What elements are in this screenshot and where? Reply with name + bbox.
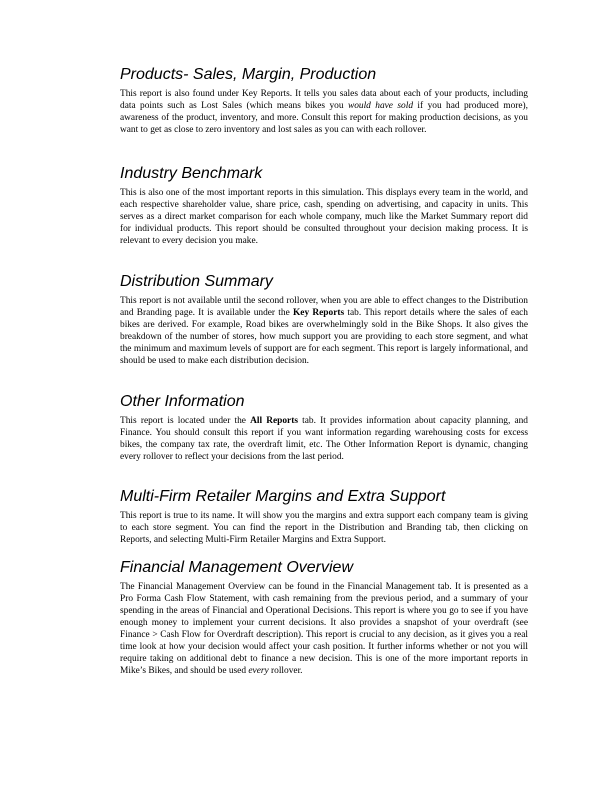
body-text: rollover. xyxy=(268,666,303,676)
section-body xyxy=(120,295,528,367)
section-body xyxy=(120,581,528,677)
body-strong: All Reports xyxy=(250,416,298,426)
body-text: This report is not available until the second rollover, when you are able to effect changes to the Distribution and Branding page. It is available under the xyxy=(120,296,528,318)
body-text: tab. It provides information about capacity planning, and Finance. You should consult this report if you want information regarding warehousing costs for excess bikes, the company tax rate, the overdraft limit, etc. The Other Information Report is dynamic, changing every rollover to reflect your decisions from the last period. xyxy=(120,416,528,462)
section-heading: Financial Management Overview xyxy=(120,559,353,576)
body-text: if you had produced more), awareness of the product, inventory, and more. Consult this report for making production decisions, as you want to get as close to zero inventory and lost sales as you can with each rollover. xyxy=(120,101,529,135)
section-heading: Distribution Summary xyxy=(120,273,273,290)
body-text: This report is located under the xyxy=(120,416,251,426)
section-body: This report is true to its name. It will show you the margins and extra support each company team is giving to each store segment. You can find the report in the Distribution and Branding tab, then clicking on Reports, and selecting Multi-Firm Retailer Margins and Extra Support. xyxy=(120,511,528,545)
section-heading: Other Information xyxy=(120,393,245,410)
section-financial-management xyxy=(120,559,528,677)
body-text: This report is also found under Key Reports. It tells you sales data about each of your products, including data points such as Lost Sales (which means bikes you xyxy=(120,89,528,111)
section-body xyxy=(120,415,528,463)
body-text: The Financial Management Overview can be found in the Financial Management tab. It is presented as a Pro Forma Cash Flow Statement, with cash remaining from the previous period, and a summary of your spending in the areas of Financial and Operational Decisions. This report is where you go to see if you have enough money to implement your current decisions. It also provides a snapshot of your overdraft (see Finance > Cash Flow for Overdraft description). This report is crucial to any decision, as it gives you a real time look at how your decision would affect your cash position. It further informs whether or not you will require taking on additional debt to finance a new decision. This is one of the more important reports in Mike’s Bikes, and should be used xyxy=(120,582,528,676)
body-text: tab. This report details where the sales of each bikes are derived. For example, Road bikes are overwhelmingly sold in the Bike Shops. It also gives the breakdown of the number of stores, how much support you are providing to each store segment, and what the minimum and maximum levels of support are for each segment. This report is largely informational, and should be used to make each distribution decision. xyxy=(120,308,528,366)
section-heading: Multi-Firm Retailer Margins and Extra Support xyxy=(120,488,446,505)
section-products-sales xyxy=(120,66,528,136)
section-heading: Industry Benchmark xyxy=(120,165,263,182)
body-emphasis: every xyxy=(248,666,269,676)
section-industry-benchmark xyxy=(120,165,528,247)
section-body xyxy=(120,88,528,136)
body-strong: Key Reports xyxy=(292,308,345,318)
section-body: This is also one of the most important reports in this simulation. This displays every team in the world, and each respective shareholder value, share price, cash, spending on advertising, and capacity in units. This serves as a direct market comparison for each whole company, much like the Market Summary report did for individual products. This report should be consulted throughout your decision making process. It is relevant to every decision you make. xyxy=(120,188,528,246)
body-emphasis: would have sold xyxy=(347,101,414,111)
section-multi-firm-retailer xyxy=(120,488,528,546)
section-distribution-summary xyxy=(120,273,528,367)
section-other-information xyxy=(120,393,528,463)
section-heading: Products- Sales, Margin, Production xyxy=(120,66,377,83)
